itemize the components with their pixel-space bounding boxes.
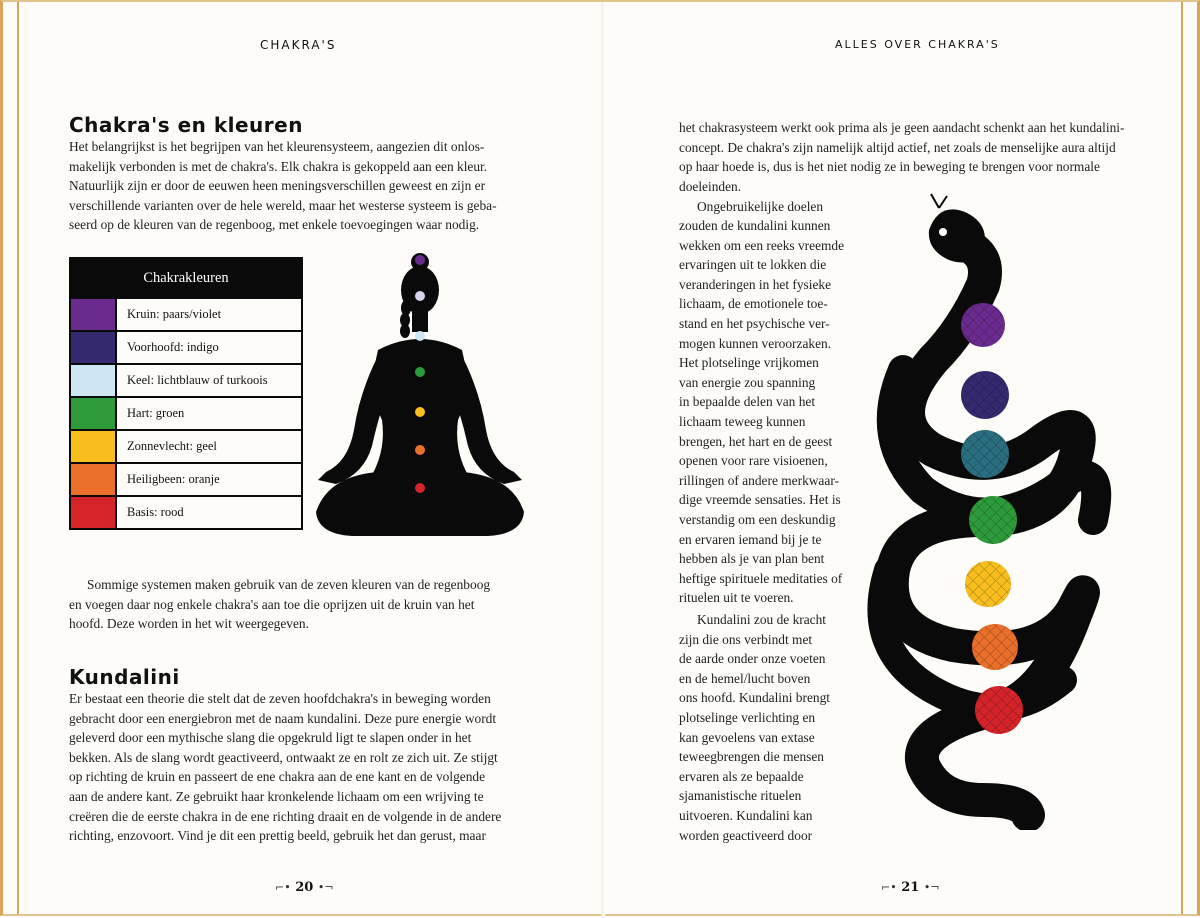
text-line: uitvoeren. Kundalini kan [679, 808, 813, 824]
text-line: bekken. Als de slang wordt geactiveerd, ontwaakt ze en rolt ze zich uit. Ze stijgt [69, 749, 498, 765]
text-line: hebben als je van plan bent [679, 551, 825, 567]
systems-paragraph [69, 575, 539, 634]
text-line: veranderingen in het fysieke [679, 276, 832, 292]
text-line: op haar hoede is, dus is het niet nodig ze in beweging te brengen voor normale [679, 159, 1100, 175]
table-row [70, 397, 302, 430]
chakra-color-table [69, 257, 303, 530]
table-row [70, 364, 302, 397]
text-line: kan gevoelens van extase [679, 729, 815, 745]
right-intro-paragraph [679, 118, 1149, 196]
kundalini-paragraph [69, 689, 539, 846]
text-line: wekken om een reeks vreemde [679, 237, 845, 253]
text-line: lichaam, de emotionele toe- [679, 296, 828, 312]
text-line: verschillende varianten over de hele wereld, maar het westerse systeem is geba- [69, 197, 497, 213]
kundalini-force-paragraph [679, 610, 869, 845]
text-line: richting, enzovoort. Vind je dit een prettig beeld, gebruik het dan gerust, maar [69, 828, 486, 844]
color-swatch [70, 496, 116, 529]
text-line: Sommige systemen maken gebruik van de zeven kleuren van de regenboog [87, 577, 491, 592]
text-line: Ongebruikelijke doelen [697, 198, 824, 214]
text-line: Natuurlijk zijn er door de eeuwen heen meningsverschillen geweest en zijn er [69, 178, 486, 194]
text-line: zouden de kundalini kunnen [679, 218, 831, 234]
text-line: en ervaren iemand bij je te [679, 531, 822, 547]
row-label: Kruin: paars/violet [116, 298, 302, 331]
text-line: aan de andere kant. Ze gebruikt haar kronkelende lichaam om een wrijving te [69, 788, 484, 804]
text-line: Het plotselinge vrijkomen [679, 355, 819, 371]
running-header-right: ALLES OVER CHAKRA'S [835, 38, 1000, 51]
ornament-icon: ⌐• [881, 881, 897, 894]
text-line: dige vreemde sensaties. Het is [679, 492, 841, 508]
text-line: doeleinden. [679, 178, 742, 194]
color-swatch [70, 331, 116, 364]
unusual-goals-paragraph [679, 197, 869, 608]
ornament-icon: •¬ [923, 881, 940, 894]
text-line: makelijk verbonden is met de chakra's. Elk chakra is gekoppeld aan een kleur. [69, 158, 488, 174]
row-label: Hart: groen [116, 397, 302, 430]
text-line: zijn die ons verbindt met [679, 631, 813, 647]
color-swatch [70, 364, 116, 397]
text-line: Kundalini zou de kracht [697, 612, 827, 628]
color-swatch [70, 298, 116, 331]
meditating-figure-illustration [308, 250, 538, 542]
text-line: op richting de kruin en passeert de ene chakra aan de ene kant en de volgende [69, 769, 486, 785]
text-line: Er bestaat een theorie die stelt dat de zeven hoofdchakra's in beweging worden [69, 691, 491, 706]
row-label: Heiligbeen: oranje [116, 463, 302, 496]
text-line: hoofd. Deze worden in het wit weergegeven. [69, 616, 309, 632]
text-line: teweegbrengen die mensen [679, 749, 825, 765]
table-row [70, 430, 302, 463]
right-frame-line [1181, 2, 1183, 914]
text-line: geleverd door een mythische slang die opgekruld ligt te slapen onder in het [69, 730, 472, 746]
text-line: openen voor rare visioenen, [679, 453, 828, 469]
book-gutter [601, 2, 605, 918]
text-line: gebracht door een energiebron met de naam kundalini. Deze pure energie wordt [69, 710, 497, 726]
text-line: ons hoofd. Kundalini brengt [679, 690, 830, 706]
text-line: worden geactiveerd door [679, 827, 813, 843]
intro-paragraph [69, 137, 539, 235]
running-header-left: CHAKRA'S [260, 38, 337, 52]
page-number-right: ⌐• 21 •¬ [881, 880, 940, 895]
text-line: in bepaalde delen van het [679, 394, 816, 410]
table-row [70, 298, 302, 331]
row-label: Voorhoofd: indigo [116, 331, 302, 364]
left-frame-line [17, 2, 19, 914]
row-label: Zonnevlecht: geel [116, 430, 302, 463]
text-line: lichaam teweeg kunnen [679, 414, 806, 430]
table-row [70, 463, 302, 496]
table-row [70, 331, 302, 364]
text-line: brengen, het hart en de geest [679, 433, 833, 449]
text-line: mogen kunnen veroorzaken. [679, 335, 832, 351]
text-line: concept. De chakra's zijn namelijk altijd actief, net zoals de menselijke aura altijd [679, 139, 1116, 155]
color-swatch [70, 430, 116, 463]
text-line: en voegen daar nog enkele chakra's aan toe die oprijzen uit de kruin van het [69, 596, 475, 612]
kundalini-snake-illustration [843, 190, 1133, 830]
row-label: Keel: lichtblauw of turkoois [116, 364, 302, 397]
color-swatch [70, 463, 116, 496]
text-line: de aarde onder onze voeten [679, 651, 826, 667]
text-line: stand en het psychische ver- [679, 316, 830, 332]
row-label: Basis: rood [116, 496, 302, 529]
text-line: het chakrasysteem werkt ook prima als je geen aandacht schenkt aan het kundalini- [679, 120, 1125, 135]
heading-kundalini: Kundalini [69, 665, 180, 689]
text-line: ervaringen uit te lokken die [679, 257, 827, 273]
page-number-left: ⌐• 20 •¬ [275, 880, 334, 895]
heading-chakra-colors: Chakra's en kleuren [69, 113, 303, 137]
text-line: rillingen of andere merkwaar- [679, 472, 839, 488]
text-line: heftige spirituele meditaties of [679, 570, 843, 586]
color-swatch [70, 397, 116, 430]
text-line: sjamanistische rituelen [679, 788, 802, 804]
text-line: creëren die de eerste chakra in de ene richting draait en de volgende in de andere [69, 808, 502, 824]
text-line: ervaren als ze bepaalde [679, 768, 804, 784]
text-line: verstandig om een deskundig [679, 512, 836, 527]
text-line: plotselinge verlichting en [679, 710, 816, 726]
text-line: Het belangrijkst is het begrijpen van het kleurensysteem, aangezien dit onlos- [69, 139, 485, 154]
text-line: en de hemel/lucht boven [679, 670, 811, 686]
ornament-icon: ⌐• [275, 881, 291, 894]
snake-head [929, 194, 985, 262]
text-line: seerd op de kleuren van de regenboog, met enkele toevoegingen waar nodig. [69, 217, 480, 233]
text-line: rituelen uit te voeren. [679, 590, 794, 606]
table-row [70, 496, 302, 529]
snake-chakra-balls [961, 303, 1023, 734]
ornament-icon: •¬ [317, 881, 334, 894]
text-line: van energie zou spanning [679, 374, 816, 390]
table-title: Chakrakleuren [70, 258, 302, 298]
